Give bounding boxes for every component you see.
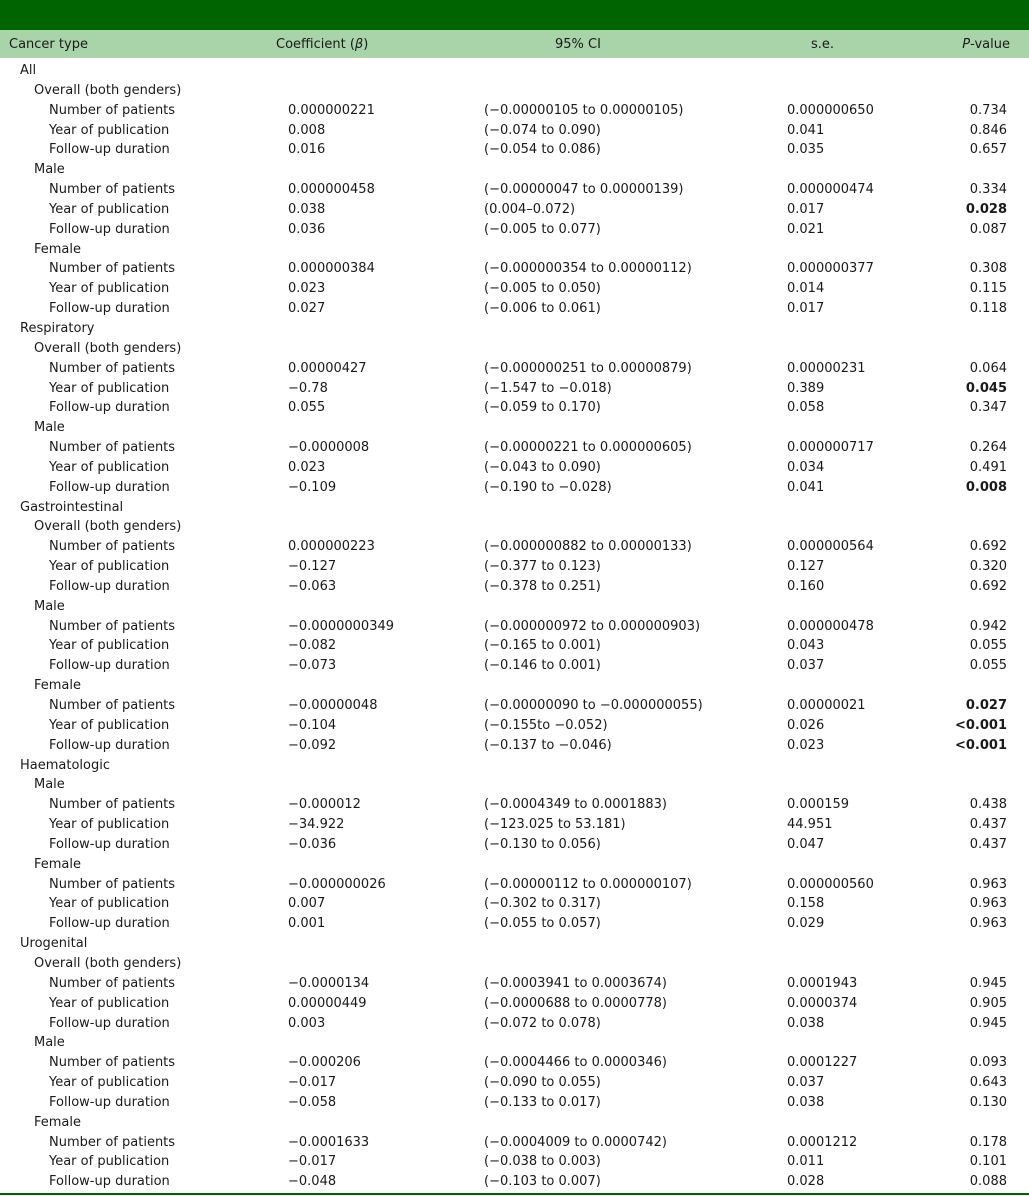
pvalue-cell: 0.347 [969,400,1007,416]
pvalue-cell: <0.001 [954,717,1007,733]
row-label: Male [34,1035,65,1051]
row-label: Female [34,678,82,694]
pvalue-cell: 0.320 [969,559,1007,575]
coefficient-cell: −0.78 [288,380,328,396]
table-row [0,438,1029,458]
table-row [0,537,1029,557]
coefficient-cell: −0.000012 [288,797,361,813]
table-row [0,359,1029,379]
se-cell: 0.014 [787,281,825,297]
table-row [0,835,1029,855]
table-row [0,180,1029,200]
row-label: Overall (both genders) [34,82,182,98]
se-cell: 0.038 [787,1015,825,1031]
coefficient-cell: −0.104 [288,717,337,733]
subgroup-row [0,339,1029,359]
ci-cell: (−0.0004466 to 0.0000346) [484,1055,667,1071]
pvalue-cell: 0.055 [969,658,1007,674]
ci-cell: (−0.072 to 0.078) [484,1015,601,1031]
row-label: Year of publication [49,559,170,575]
row-label: Year of publication [49,1075,170,1091]
section-row [0,756,1029,776]
ci-cell: (−0.00000112 to 0.000000107) [484,876,692,892]
table-row [0,994,1029,1014]
row-label: Haematologic [20,757,110,773]
coefficient-cell: −0.109 [288,479,337,495]
table-row [0,478,1029,498]
row-label: Urogenital [20,936,88,952]
table-row [0,458,1029,478]
row-label: Follow-up duration [49,479,170,495]
pvalue-cell: 0.334 [969,182,1007,198]
pvalue-cell: 0.008 [965,479,1007,495]
se-cell: 0.00000231 [787,360,866,376]
row-label: Gastrointestinal [20,499,124,515]
ci-cell: (−0.165 to 0.001) [484,638,601,654]
coefficient-cell: −0.127 [288,559,337,575]
row-label: Number of patients [49,360,176,376]
row-label: Number of patients [49,698,176,713]
table-row [0,200,1029,220]
subgroup-row [0,240,1029,260]
coefficient-cell: −0.0001633 [288,1134,370,1150]
row-label: Male [34,777,65,793]
table-row [0,815,1029,835]
coefficient-cell: −0.036 [288,836,337,852]
coefficient-cell: −0.017 [288,1154,337,1170]
ci-cell: (−0.074 to 0.090) [484,122,601,138]
coefficient-cell: 0.001 [288,916,326,932]
ci-cell: (−0.00000090 to −0.000000055) [484,698,703,713]
row-label: Number of patients [49,1134,176,1150]
row-label: Follow-up duration [49,1094,170,1110]
pvalue-cell: 0.692 [969,539,1007,555]
coefficient-cell: −0.048 [288,1174,337,1190]
pvalue-cell: 0.734 [969,102,1007,118]
subgroup-row [0,597,1029,617]
se-cell: 0.023 [787,737,825,753]
row-label: Male [34,420,65,436]
ci-cell: (−0.0003941 to 0.0003674) [484,975,667,991]
header-ci: 95% CI [555,37,601,52]
table-row [0,716,1029,736]
coefficient-cell: 0.007 [288,896,326,912]
section-row [0,61,1029,81]
pvalue-cell: 0.087 [969,221,1007,237]
se-cell: 0.000000474 [787,182,874,198]
pvalue-cell: <0.001 [954,737,1007,753]
row-label: Number of patients [49,182,176,198]
header-coefficient [276,37,368,52]
header-coefficient-suffix: ) [363,37,369,52]
pvalue-cell: 0.101 [969,1154,1007,1170]
row-label: Number of patients [49,261,176,277]
pvalue-cell: 0.028 [965,201,1007,217]
section-row [0,319,1029,339]
pvalue-cell: 0.064 [969,360,1007,376]
coefficient-cell: 0.027 [288,301,326,317]
coefficient-cell: −0.0000008 [288,440,370,456]
pvalue-cell: 0.093 [969,1055,1007,1071]
se-cell: 0.00000021 [787,698,866,713]
se-cell: 0.000000377 [787,261,874,277]
coefficient-cell: 0.023 [288,281,326,297]
table-row [0,398,1029,418]
table-header [0,30,1029,58]
row-label: Number of patients [49,1055,176,1071]
table-row [0,656,1029,676]
pvalue-cell: 0.118 [969,301,1007,317]
se-cell: 0.0001227 [787,1055,858,1071]
pvalue-cell: 0.643 [969,1075,1007,1091]
se-cell: 0.160 [787,578,825,594]
pvalue-cell: 0.905 [969,995,1007,1011]
table-row [0,121,1029,141]
ci-cell: (−0.005 to 0.050) [484,281,601,297]
row-label: Overall (both genders) [34,519,182,535]
subgroup-row [0,418,1029,438]
pvalue-cell: 0.657 [969,142,1007,158]
coefficient-cell: 0.000000221 [288,102,375,118]
header-pvalue [962,37,1010,52]
ci-cell: (−0.043 to 0.090) [484,459,601,475]
coefficient-cell: −0.017 [288,1075,337,1091]
ci-cell: (−0.378 to 0.251) [484,578,601,594]
ci-cell: (−0.103 to 0.007) [484,1174,601,1190]
ci-cell: (−0.000000972 to 0.000000903) [484,618,701,634]
table-row [0,259,1029,279]
row-label: Number of patients [49,102,176,118]
row-label: Number of patients [49,797,176,813]
coefficient-cell: −0.063 [288,578,337,594]
table-row [0,557,1029,577]
row-label: Year of publication [49,638,170,654]
pvalue-cell: 0.491 [969,459,1007,475]
se-cell: 0.017 [787,201,825,217]
row-label: Number of patients [49,876,176,892]
coefficient-cell: 0.036 [288,221,326,237]
section-row [0,934,1029,954]
pvalue-cell: 0.942 [969,618,1007,634]
ci-cell: (−0.00000047 to 0.00000139) [484,182,684,198]
table-row [0,1093,1029,1113]
row-label: Number of patients [49,618,176,634]
subgroup-row [0,954,1029,974]
ci-cell: (−0.0004349 to 0.0001883) [484,797,667,813]
coefficient-cell: −0.0000000349 [288,618,395,634]
coefficient-cell: 0.023 [288,459,326,475]
ci-cell: (−0.038 to 0.003) [484,1154,601,1170]
pvalue-cell: 0.438 [969,797,1007,813]
row-label: Female [34,1114,82,1130]
coefficient-cell: −0.092 [288,737,337,753]
ci-cell: (−0.190 to −0.028) [484,479,612,495]
pvalue-cell: 0.055 [969,638,1007,654]
se-cell: 0.037 [787,658,825,674]
coefficient-cell: −34.922 [288,817,345,833]
ci-cell: (−0.00000221 to 0.000000605) [484,440,692,456]
table-row [0,974,1029,994]
ci-cell: (−0.155to −0.052) [484,717,608,733]
row-label: Follow-up duration [49,1174,170,1190]
table-row [0,379,1029,399]
subgroup-row [0,676,1029,696]
coefficient-cell: 0.00000449 [288,995,367,1011]
se-cell: 0.029 [787,916,825,932]
se-cell: 0.011 [787,1154,825,1170]
header-cancer-type: Cancer type [9,37,88,52]
row-label: Follow-up duration [49,578,170,594]
se-cell: 0.047 [787,836,825,852]
coefficient-cell: −0.0000134 [288,975,370,991]
se-cell: 0.000000650 [787,102,874,118]
table-row [0,101,1029,121]
section-row [0,498,1029,518]
se-cell: 0.017 [787,301,825,317]
se-cell: 0.037 [787,1075,825,1091]
subgroup-row [0,517,1029,537]
se-cell: 0.000000564 [787,539,874,555]
row-label: Follow-up duration [49,301,170,317]
pvalue-cell: 0.963 [969,896,1007,912]
coefficient-cell: 0.055 [288,400,326,416]
row-label: Year of publication [49,896,170,912]
table-row [0,279,1029,299]
pvalue-cell: 0.692 [969,578,1007,594]
table-row [0,1133,1029,1153]
table-row [0,914,1029,934]
table-row [0,894,1029,914]
table-title-bar [0,0,1029,30]
ci-cell: (−0.00000105 to 0.00000105) [484,102,684,118]
pvalue-cell: 0.045 [965,380,1007,396]
table-row [0,736,1029,756]
row-label: Year of publication [49,717,170,733]
ci-cell: (−0.006 to 0.061) [484,301,601,317]
ci-cell: (−0.130 to 0.056) [484,836,601,852]
table-row [0,696,1029,716]
ci-cell: (−0.0004009 to 0.0000742) [484,1134,667,1150]
row-label: Overall (both genders) [34,955,182,971]
pvalue-cell: 0.437 [969,836,1007,852]
table-bottom-rule [0,1193,1029,1195]
ci-cell: (−0.054 to 0.086) [484,142,601,158]
row-label: Female [34,856,82,872]
ci-cell: (−0.000000354 to 0.00000112) [484,261,692,277]
se-cell: 0.028 [787,1174,825,1190]
header-pvalue-suffix: -value [970,37,1010,52]
ci-cell: (−123.025 to 53.181) [484,817,626,833]
coefficient-cell: 0.038 [288,201,326,217]
row-label: Follow-up duration [49,737,170,753]
table-body [0,58,1029,1192]
table-row [0,140,1029,160]
se-cell: 44.951 [787,817,833,833]
coefficient-cell: −0.000000026 [288,876,386,892]
row-label: All [20,63,37,78]
table-row [0,1073,1029,1093]
se-cell: 0.021 [787,221,825,237]
pvalue-cell: 0.130 [969,1094,1007,1110]
row-label: Male [34,162,65,178]
coefficient-cell: 0.000000458 [288,182,375,198]
se-cell: 0.0001943 [787,975,858,991]
pvalue-cell: 0.437 [969,817,1007,833]
table-row [0,617,1029,637]
se-cell: 0.0001212 [787,1134,858,1150]
coefficient-cell: −0.058 [288,1094,337,1110]
subgroup-row [0,160,1029,180]
ci-cell: (0.004–0.072) [484,201,576,217]
pvalue-cell: 0.963 [969,876,1007,892]
se-cell: 0.000000560 [787,876,874,892]
row-label: Respiratory [20,320,95,336]
coefficient-cell: 0.000000223 [288,539,375,555]
row-label: Follow-up duration [49,400,170,416]
subgroup-row [0,81,1029,101]
se-cell: 0.038 [787,1094,825,1110]
ci-cell: (−0.133 to 0.017) [484,1094,601,1110]
table-row [0,875,1029,895]
se-cell: 0.043 [787,638,825,654]
table-row [0,1172,1029,1192]
ci-cell: (−0.055 to 0.057) [484,916,601,932]
coefficient-cell: −0.00000048 [288,698,378,713]
header-p-letter: P [962,37,971,52]
se-cell: 0.127 [787,559,825,575]
coefficient-cell: 0.000000384 [288,261,375,277]
pvalue-cell: 0.027 [965,698,1007,713]
table-row [0,795,1029,815]
row-label: Year of publication [49,459,170,475]
row-label: Follow-up duration [49,1015,170,1031]
coefficient-cell: −0.000206 [288,1055,361,1071]
row-label: Year of publication [49,281,170,297]
se-cell: 0.026 [787,717,825,733]
se-cell: 0.035 [787,142,825,158]
se-cell: 0.034 [787,459,825,475]
ci-cell: (−1.547 to −0.018) [484,380,612,396]
pvalue-cell: 0.963 [969,916,1007,932]
se-cell: 0.389 [787,380,825,396]
table-row [0,636,1029,656]
row-label: Number of patients [49,975,176,991]
subgroup-row [0,775,1029,795]
ci-cell: (−0.146 to 0.001) [484,658,601,674]
row-label: Year of publication [49,122,170,138]
ci-cell: (−0.005 to 0.077) [484,221,601,237]
ci-cell: (−0.0000688 to 0.0000778) [484,995,667,1011]
table-row [0,577,1029,597]
coefficient-cell: 0.003 [288,1015,326,1031]
se-cell: 0.0000374 [787,995,858,1011]
coefficient-cell: 0.016 [288,142,326,158]
pvalue-cell: 0.088 [969,1174,1007,1190]
se-cell: 0.000000717 [787,440,874,456]
row-label: Male [34,598,65,614]
table-row [0,1152,1029,1172]
coefficient-cell: 0.00000427 [288,360,367,376]
row-label: Year of publication [49,380,170,396]
pvalue-cell: 0.945 [969,975,1007,991]
row-label: Number of patients [49,539,176,555]
table-row [0,1053,1029,1073]
ci-cell: (−0.000000251 to 0.00000879) [484,360,692,376]
coefficient-cell: −0.073 [288,658,337,674]
pvalue-cell: 0.846 [969,122,1007,138]
row-label: Year of publication [49,995,170,1011]
header-se: s.e. [811,37,835,52]
se-cell: 0.041 [787,122,825,138]
ci-cell: (−0.059 to 0.170) [484,400,601,416]
row-label: Follow-up duration [49,658,170,674]
row-label: Follow-up duration [49,836,170,852]
subgroup-row [0,1113,1029,1133]
pvalue-cell: 0.178 [969,1134,1007,1150]
ci-cell: (−0.137 to −0.046) [484,737,612,753]
row-label: Overall (both genders) [34,340,182,356]
subgroup-row [0,1033,1029,1053]
ci-cell: (−0.302 to 0.317) [484,896,601,912]
coefficient-cell: 0.008 [288,122,326,138]
ci-cell: (−0.090 to 0.055) [484,1075,601,1091]
ci-cell: (−0.377 to 0.123) [484,559,601,575]
coefficient-cell: −0.082 [288,638,337,654]
subgroup-row [0,855,1029,875]
row-label: Female [34,241,82,257]
row-label: Number of patients [49,440,176,456]
table-row [0,299,1029,319]
pvalue-cell: 0.115 [969,281,1007,297]
row-label: Year of publication [49,817,170,833]
row-label: Follow-up duration [49,221,170,237]
se-cell: 0.058 [787,400,825,416]
row-label: Follow-up duration [49,916,170,932]
header-beta-symbol: β [354,37,364,52]
pvalue-cell: 0.308 [969,261,1007,277]
pvalue-cell: 0.945 [969,1015,1007,1031]
table-row [0,220,1029,240]
table-row [0,1014,1029,1034]
se-cell: 0.000000478 [787,618,874,634]
pvalue-cell: 0.264 [969,440,1007,456]
ci-cell: (−0.000000882 to 0.00000133) [484,539,692,555]
row-label: Follow-up duration [49,142,170,158]
se-cell: 0.000159 [787,797,850,813]
se-cell: 0.158 [787,896,825,912]
row-label: Year of publication [49,1154,170,1170]
header-coefficient-prefix: Coefficient ( [276,37,355,52]
row-label: Year of publication [49,201,170,217]
se-cell: 0.041 [787,479,825,495]
